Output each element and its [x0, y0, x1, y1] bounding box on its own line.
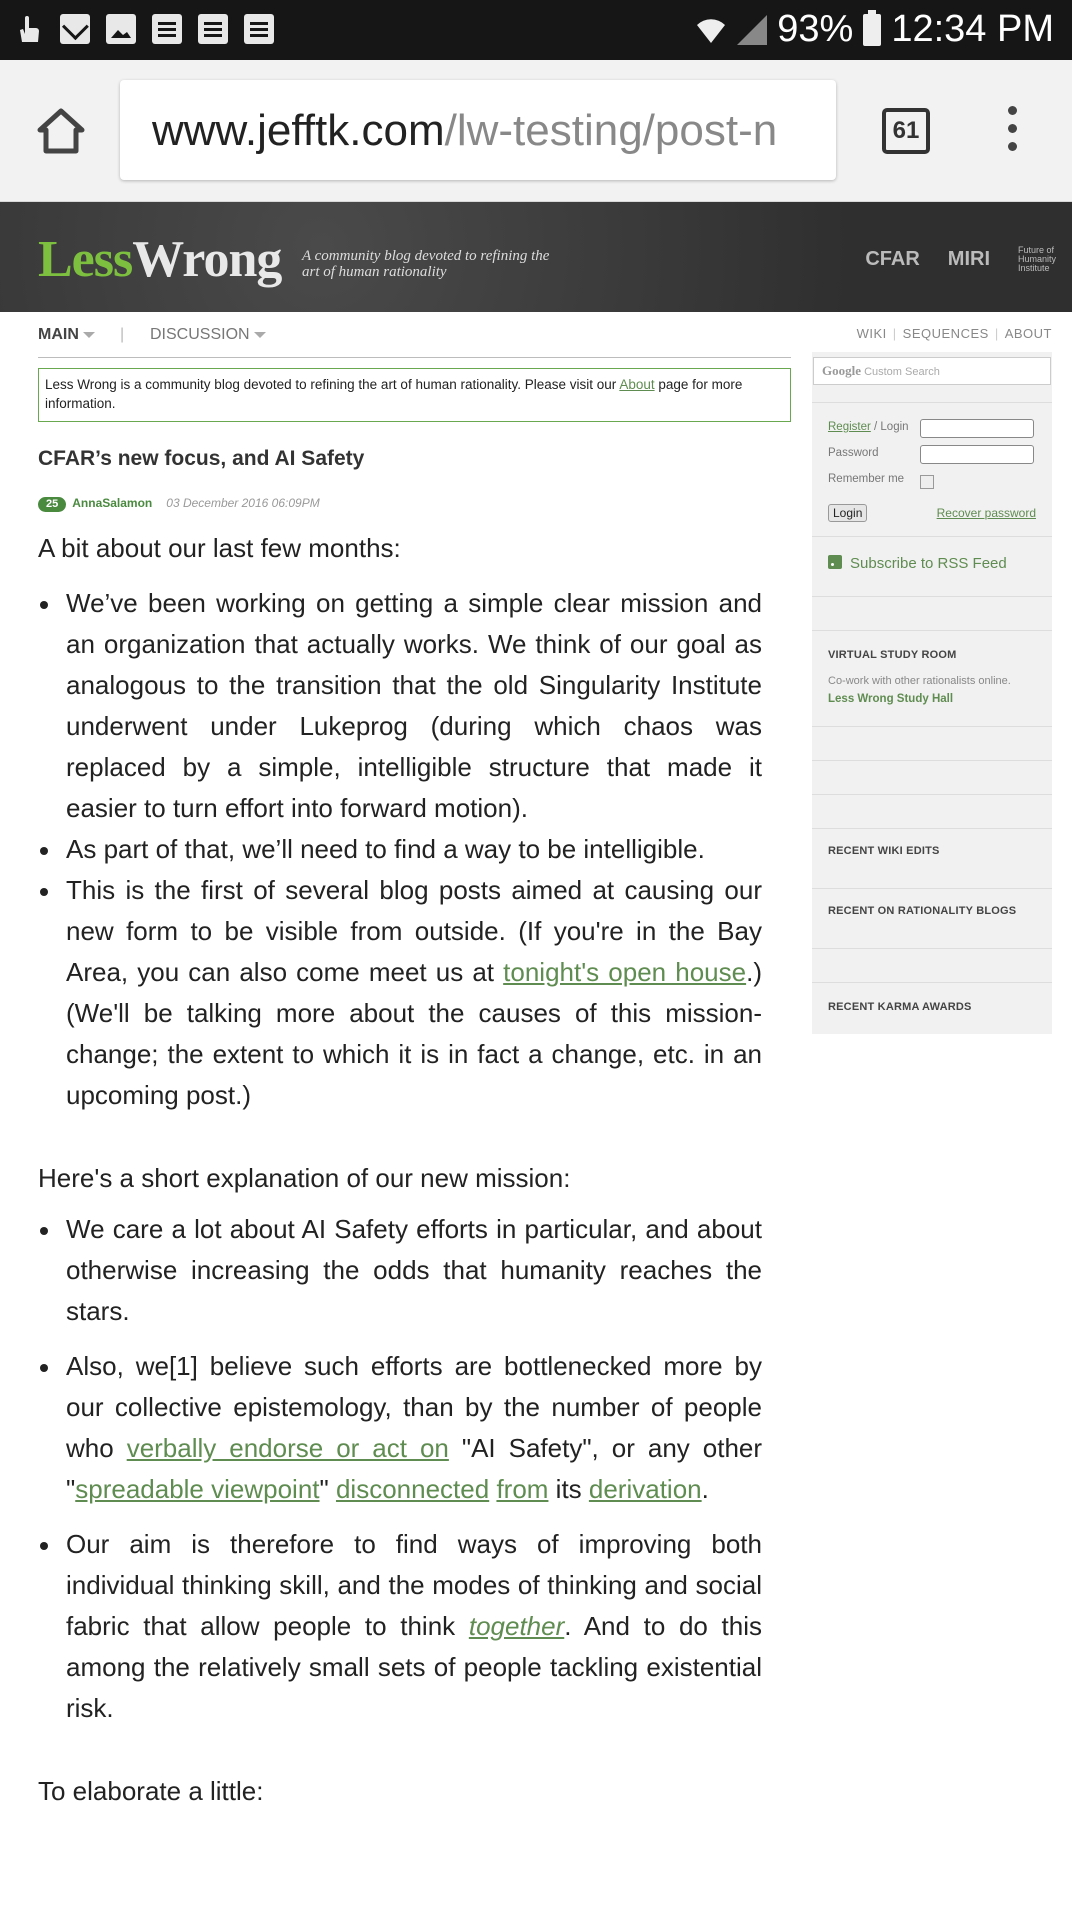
site-notice: Less Wrong is a community blog devoted to refining the art of human rationality. Please visit our About page for more information. [38, 368, 791, 422]
from-link[interactable]: from [496, 1474, 549, 1504]
doc-icon [152, 14, 182, 44]
nav-discussion[interactable]: DISCUSSION [150, 326, 266, 344]
list-item: As part of that, we’ll need to find a way to be intelligible. [38, 829, 762, 870]
post-date: 03 December 2016 06:09PM [166, 496, 320, 510]
list-item: We care a lot about AI Safety efforts in particular, and about otherwise increasing the odds that humanity reaches the stars. [38, 1209, 762, 1332]
caret-down-icon [254, 332, 266, 338]
bullet-list [38, 1209, 762, 1729]
karma-awards-panel [812, 982, 1052, 1034]
paragraph: To elaborate a little: [38, 1776, 264, 1806]
top-links: WIKI | SEQUENCES | ABOUT [856, 326, 1052, 341]
disconnected-link[interactable]: disconnected [335, 1474, 490, 1504]
list-item: This is the first of several blog posts aimed at causing our new form to be visible from outside. (If you're in the Bay Area, you can also come meet us at tonight's open house.) (We'll be talking more about the causes of this mission-change; the extent to which it is in fact a change, etc. in an upcoming post.) [38, 870, 762, 1116]
username-input[interactable] [920, 419, 1034, 438]
study-room-panel [812, 630, 1052, 726]
post-author[interactable]: AnnaSalamon [72, 496, 153, 510]
list-item: Our aim is therefore to find ways of improving both individual thinking skill, and the modes of thinking and social fabric that allow people to think together. And to do this among the relatively small sets of people tackling existential risk. [38, 1524, 762, 1729]
site-banner [0, 202, 1072, 312]
remember-checkbox[interactable] [920, 475, 934, 489]
battery-percent: 93% [777, 8, 854, 50]
top-link-about[interactable]: ABOUT [1004, 326, 1052, 341]
cfar-logo[interactable]: CFAR [865, 248, 920, 270]
recover-password-link[interactable]: Recover password [936, 506, 1036, 520]
site-tagline: A community blog devoted to refining the art of human rationality [302, 248, 550, 280]
open-house-link[interactable]: tonight's open house [503, 957, 747, 987]
password-input[interactable] [920, 445, 1034, 464]
nav-separator: | [120, 326, 125, 343]
browser-toolbar [0, 60, 1072, 202]
overflow-menu-icon[interactable] [1008, 106, 1018, 152]
tab-switcher-button[interactable]: 61 [882, 108, 930, 154]
remember-label: Remember me [828, 473, 905, 485]
list-item: Also, we[1] believe such efforts are bottlenecked more by our collective epistemology, than by the number of people who verbally endorse or act on "AI Safety", or any other "spreadable viewpoint" disconnected from its derivation. [38, 1346, 762, 1510]
status-bar [0, 0, 1072, 60]
doc-icon [198, 14, 228, 44]
main-nav [38, 322, 791, 358]
password-label: Password [828, 447, 879, 459]
study-room-desc: Co-work with other rationalists online. [828, 675, 1011, 687]
home-icon[interactable] [36, 106, 86, 156]
mail-icon [60, 14, 90, 44]
rationality-blogs-title[interactable]: RECENT ON RATIONALITY BLOGS [828, 905, 1017, 917]
karma-awards-title[interactable]: RECENT KARMA AWARDS [828, 1001, 972, 1013]
wiki-edits-panel [812, 828, 1052, 888]
study-hall-link[interactable]: Less Wrong Study Hall [828, 693, 954, 705]
site-logo[interactable]: LessWrong [38, 231, 282, 288]
post-body [38, 528, 762, 1812]
karma-badge: 25 [38, 497, 66, 512]
register-link[interactable]: Register [828, 421, 871, 433]
top-link-wiki[interactable]: WIKI [856, 326, 887, 341]
search-input[interactable]: Google Custom Search [813, 357, 1051, 385]
wiki-edits-title[interactable]: RECENT WIKI EDITS [828, 845, 940, 857]
doc-icon [244, 14, 274, 44]
login-button[interactable]: Login [828, 504, 867, 522]
derivation-link[interactable]: derivation [588, 1474, 702, 1504]
hand-icon [14, 14, 44, 44]
bullet-list [38, 583, 762, 1116]
partner-logos [865, 246, 1058, 273]
paragraph: A bit about our last few months: [38, 533, 401, 563]
miri-logo[interactable]: MIRI [947, 248, 990, 270]
together-link[interactable]: together [468, 1611, 565, 1641]
login-panel: Register / Login Password Remember me [812, 402, 1052, 490]
list-item: We’ve been working on getting a simple clear mission and an organization that actually works. We think of our goal as analogous to the transition that the old Singularity Institute underwent under Lukeprog (during which chaos was replaced by a simple, intelligible structure that made it easier to turn effort into forward motion). [38, 583, 762, 829]
post-meta [38, 496, 320, 512]
sidebar [812, 352, 1052, 1034]
url-bar[interactable] [120, 80, 836, 180]
top-link-sequences[interactable]: SEQUENCES [902, 326, 989, 341]
post-title[interactable]: CFAR’s new focus, and AI Safety [38, 447, 365, 470]
about-link[interactable]: About [619, 377, 655, 392]
paragraph: Here's a short explanation of our new mission: [38, 1163, 571, 1193]
rss-icon [828, 555, 842, 569]
wifi-icon [695, 15, 727, 45]
study-room-title: VIRTUAL STUDY ROOM [828, 649, 957, 661]
nav-main[interactable]: MAIN [38, 326, 95, 344]
clock: 12:34 PM [891, 8, 1054, 50]
battery-icon [863, 14, 881, 46]
url-path: /lw-testing/post-n [444, 106, 778, 155]
rss-link[interactable]: Subscribe to RSS Feed [828, 555, 1007, 572]
notification-icons [14, 14, 274, 44]
signal-icon [737, 15, 767, 45]
fhi-logo[interactable]: Future of Humanity Institute [1018, 245, 1057, 273]
verbally-endorse-link[interactable]: verbally endorse or act on [126, 1433, 449, 1463]
rationality-blogs-panel [812, 888, 1052, 948]
photo-icon [106, 14, 136, 44]
url-host: www.jefftk.com [152, 106, 445, 155]
caret-down-icon [83, 332, 95, 338]
spreadable-viewpoint-link[interactable]: spreadable viewpoint [75, 1474, 320, 1504]
